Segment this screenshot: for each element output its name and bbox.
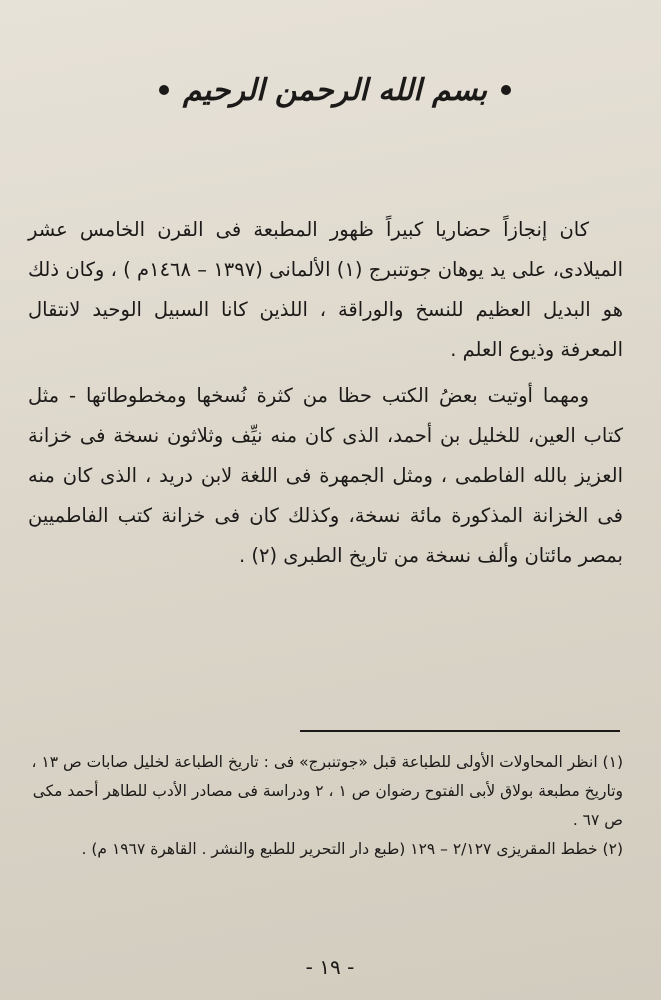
- paragraph: كان إنجازاً حضاريا كبيراً ظهور المطبعة فى القرن الخامس عشر الميلادى، على يد يوهان جوتنبرج (١) الألمانى (١٣٩٧ – ١٤٦٨م ) ، وكان ذلك هو البديل العظيم للنسخ والوراقة ، اللذين كانا السبيل الوحيد لانتقال المعرفة وذيوع العلم .: [28, 218, 623, 361]
- footnotes: [28, 748, 623, 864]
- ornament-dot-left: [159, 85, 169, 95]
- ornament-dot-right: [501, 85, 511, 95]
- paragraph: ومهما أوتيت بعضُ الكتب حظا من كثرة نُسخها ومخطوطاتها - مثل كتاب العين، للخليل بن أحمد، الذى كان منه نيِّف وثلاثون نسخة فى خزانة العزيز بالله الفاطمى ، ومثل الجمهرة فى اللغة لابن دريد ، الذى كان منه فى الخزانة المذكورة مائة نسخة، وكذلك كان فى خزانة كتب الفاطميين بمصر مائتان وألف نسخة من تاريخ الطبرى (٢) .: [28, 384, 623, 567]
- footnote: (١) انظر المحاولات الأولى للطباعة قبل «جوتنبرج» فى : تاريخ الطباعة لخليل صابات ص ١٣ ، وتاريخ مطبعة بولاق لأبى الفتوح رضوان ص ١ ، ٢ ودراسة فى مصادر الأدب للطاهر أحمد مكى ص ٦٧ .: [31, 753, 623, 829]
- footnote-divider: [300, 730, 620, 732]
- main-text: [28, 210, 623, 582]
- page-header: [182, 50, 488, 130]
- basmala-calligraphy: بسم الله الرحمن الرحيم: [182, 72, 488, 108]
- footnote: (٢) خطط المقريزى ٢/١٢٧ – ١٢٩ (طبع دار التحرير للطبع والنشر . القاهرة ١٩٦٧ م) .: [81, 840, 623, 858]
- page-number: - ١٩ -: [305, 955, 355, 979]
